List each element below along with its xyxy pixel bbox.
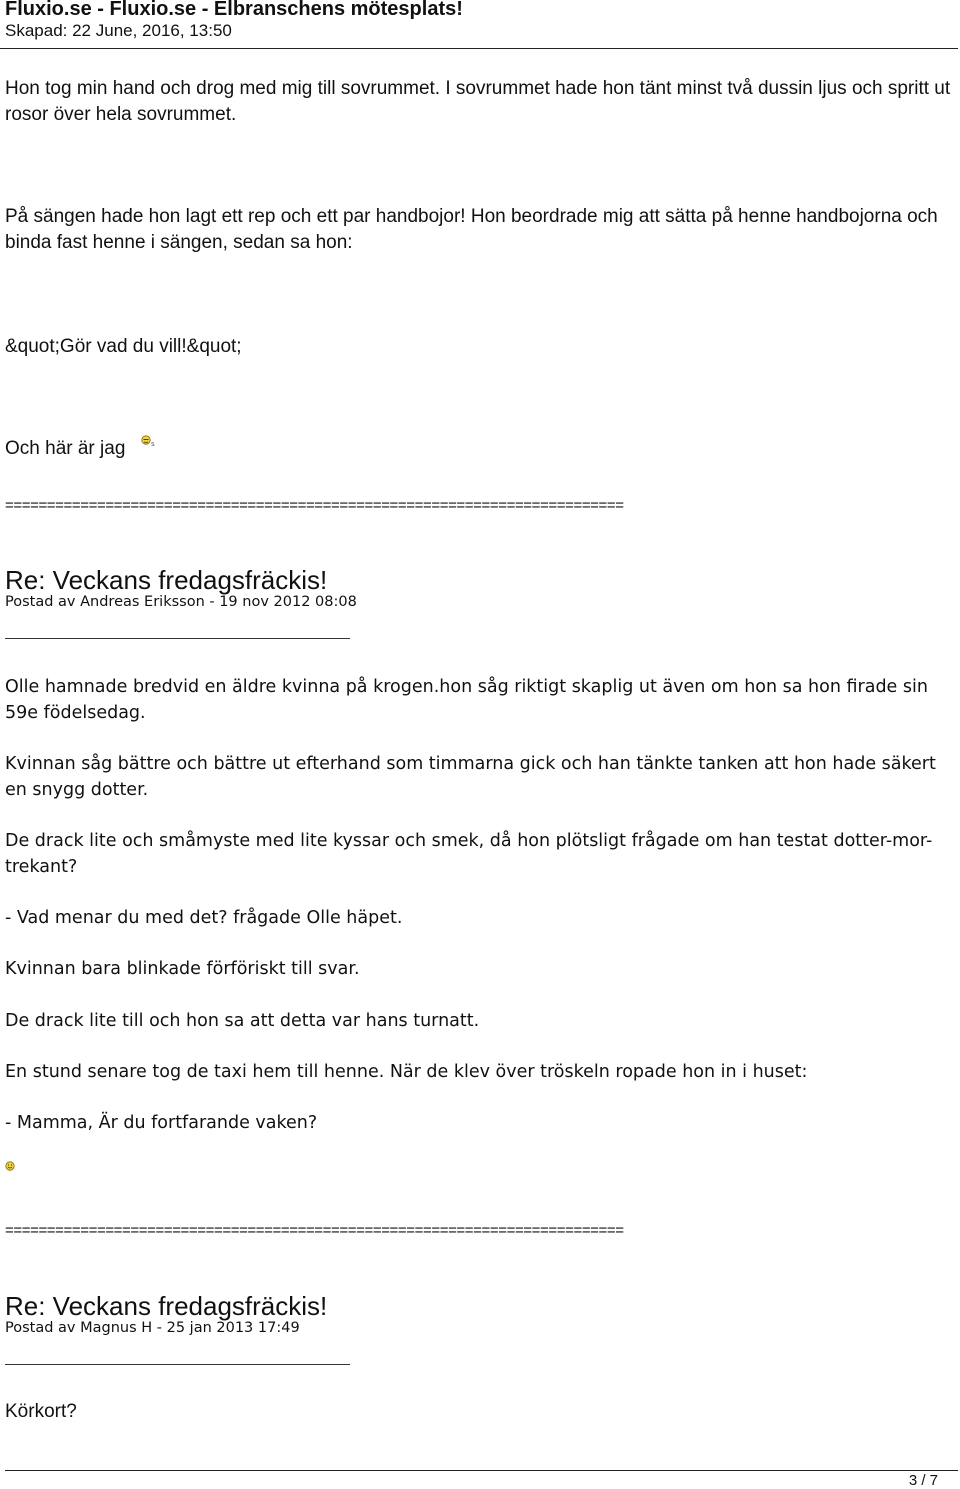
- story-closing-text: Och här är jag: [5, 438, 126, 459]
- story-paragraph-3: &quot;Gör vad du vill!&quot;: [5, 336, 242, 357]
- post-paragraph: Kvinnan såg bättre och bättre ut efterhand som timmarna gick och han tänkte tanken att hon hade säkert en snygg dotter.: [5, 754, 936, 800]
- post-paragraph: De drack lite till och hon sa att detta var hans turnatt.: [5, 1011, 480, 1031]
- page-number: 3 / 7: [908, 1472, 938, 1489]
- smiley-icon: [5, 1161, 15, 1171]
- post-paragraph: Kvinnan bara blinkade förföriskt till svar.: [5, 959, 360, 979]
- story-paragraph-1: Hon tog min hand och drog med mig till sovrummet. I sovrummet hade hon tänt minst två dussin ljus och spritt ut rosor över hela sovrummet.: [5, 78, 951, 125]
- site-title: Fluxio.se - Fluxio.se - Elbranschens mötesplats!: [5, 0, 463, 20]
- smiley-icon: [141, 435, 157, 447]
- post-paragraph: - Vad menar du med det? frågade Olle häpet.: [5, 908, 403, 928]
- post-paragraph: En stund senare tog de taxi hem till henne. När de klev över tröskeln ropade hon in i huset:: [5, 1062, 808, 1082]
- post-paragraph: De drack lite och småmyste med lite kyssar och smek, då hon plötsligt frågade om han testat dotter-mor-trekant?: [5, 831, 933, 877]
- header-divider: [0, 48, 958, 49]
- post-title: Re: Veckans fredagsfräckis!: [5, 1291, 328, 1321]
- story-paragraph-2: På sängen hade hon lagt ett rep och ett par handbojor! Hon beordrade mig att sätta på henne handbojorna och binda fast henne i sängen, sedan sa hon:: [5, 206, 938, 253]
- story-paragraph-4: [5, 436, 125, 462]
- post-meta: Postad av Andreas Eriksson - 19 nov 2012 08:08: [5, 594, 357, 610]
- post-paragraph: - Mamma, Är du fortfarande vaken?: [5, 1113, 318, 1133]
- post-title: Re: Veckans fredagsfräckis!: [5, 565, 328, 595]
- svg-text:s: s: [151, 440, 155, 447]
- post-divider: [5, 638, 350, 639]
- post-paragraph: Olle hamnade bredvid en äldre kvinna på krogen.hon såg riktigt skaplig ut även om hon sa hon firade sin 59e födelsedag.: [5, 677, 928, 723]
- separator-line: ==========================================================================: [5, 497, 624, 514]
- post-divider: [5, 1364, 350, 1365]
- post-meta: Postad av Magnus H - 25 jan 2013 17:49: [5, 1320, 300, 1336]
- post-paragraph: Körkort?: [5, 1401, 77, 1422]
- footer-divider: [5, 1470, 958, 1471]
- created-date: Skapad: 22 June, 2016, 13:50: [5, 21, 232, 40]
- separator-line: ==========================================================================: [5, 1222, 624, 1239]
